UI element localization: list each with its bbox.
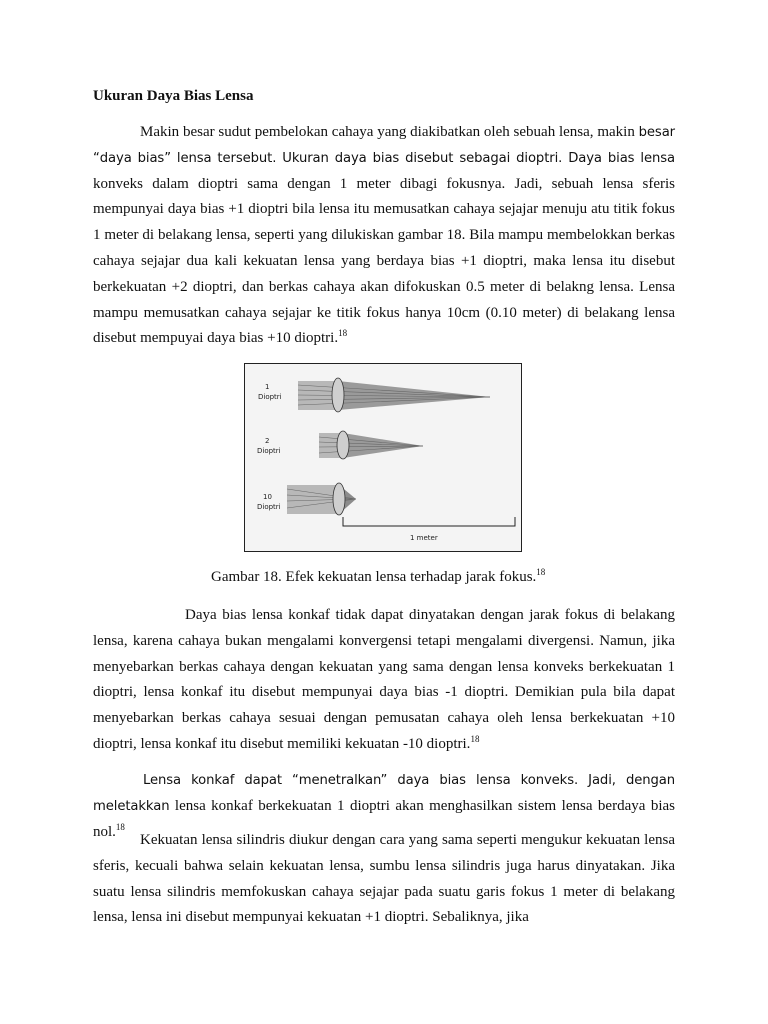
paragraph-1-part-a: Makin besar sudut pembelokan cahaya yang diakibatkan oleh sebuah lensa, makin xyxy=(140,124,639,140)
figure-caption xyxy=(211,569,545,586)
lens-power-figure xyxy=(244,363,522,552)
lens-diagram xyxy=(245,364,520,550)
footnote-ref: 18 xyxy=(470,733,480,744)
paragraph-3-part-b: lensa konkaf berkekuatan 1 dioptri akan menghasilkan sistem lensa berdaya bias nol. xyxy=(93,797,675,840)
beam-1-dioptri xyxy=(298,378,490,412)
beam-10-dioptri xyxy=(287,483,356,515)
row-2-number: 2 xyxy=(265,437,270,445)
footnote-ref: 18 xyxy=(338,328,348,339)
footnote-ref: 18 xyxy=(536,567,546,577)
row-1-label: Dioptri xyxy=(258,393,282,401)
paragraph-4-text: Kekuatan lensa silindris diukur dengan cara yang sama seperti mengukur kekuatan lensa sferis, kecuali bahwa selain kekuatan lensa, sumbu lensa silindris juga harus dinyatakan. Jika suatu lensa silindris memfokuskan cahaya sejajar pada suatu garis fokus 1 meter di belakang lensa, lensa ini disebut mempunyai kekuatan +1 dioptri. Sebaliknya, jika xyxy=(93,832,675,926)
paragraph-1-part-b: besar “daya bias” lensa tersebut. Ukuran daya bias disebut sebagai dioptri. Daya bias lensa xyxy=(93,125,675,166)
footnote-ref: 18 xyxy=(115,821,125,832)
section-heading: Ukuran Daya Bias Lensa xyxy=(93,88,254,104)
paragraph-1 xyxy=(93,120,675,352)
row-1-number: 1 xyxy=(265,383,270,391)
paragraph-3-part-a: Lensa konkaf dapat “menetralkan” daya bias lensa konveks. Jadi, dengan meletakkan xyxy=(93,773,675,814)
paragraph-2 xyxy=(93,603,675,758)
row-2-label: Dioptri xyxy=(257,447,281,455)
paragraph-4 xyxy=(93,828,675,931)
paragraph-2-text: Daya bias lensa konkaf tidak dapat dinyatakan dengan jarak fokus di belakang lensa, karena cahaya bukan mengalami konvergensi tetapi mengalami divergensi. Namun, jika menyebarkan berkas cahaya dengan kekuatan yang sama dengan lensa konveks berkekuatan 1 dioptri, lensa konkaf itu disebut mempunyai daya bias -1 dioptri. Demikian pula bila dapat menyebarkan berkas cahaya sesuai dengan pemusatan cahaya oleh lensa berkekuatan +10 dioptri, lensa konkaf itu disebut memiliki kekuatan -10 dioptri. xyxy=(93,607,675,752)
caption-text: Gambar 18. Efek kekuatan lensa terhadap jarak fokus. xyxy=(211,569,537,585)
scale-label: 1 meter xyxy=(410,534,438,542)
row-3-number: 10 xyxy=(263,493,272,501)
row-3-label: Dioptri xyxy=(257,503,281,511)
beam-2-dioptri xyxy=(319,431,423,459)
paragraph-1-part-c: konveks dalam dioptri sama dengan 1 meter dibagi fokusnya. Jadi, sebuah lensa sferis mempunyai daya bias +1 dioptri bila lensa itu memusatkan cahaya sejajar menuju atu titik fokus 1 meter di belakang lensa, seperti yang dilukiskan gambar 18. Bila mampu membelokkan berkas cahaya sejajar dua kali kekuatan lensa yang berdaya bias +1 dioptri, maka lensa itu disebut berkekuatan +2 dioptri, dan berkas cahaya akan difokuskan 0.5 meter di belakng lensa. Lensa mampu memusatkan cahaya sejajar ke titik fokus hanya 10cm (0.10 meter) di belakang lensa disebut mempuyai daya bias +10 dioptri. xyxy=(93,175,675,347)
